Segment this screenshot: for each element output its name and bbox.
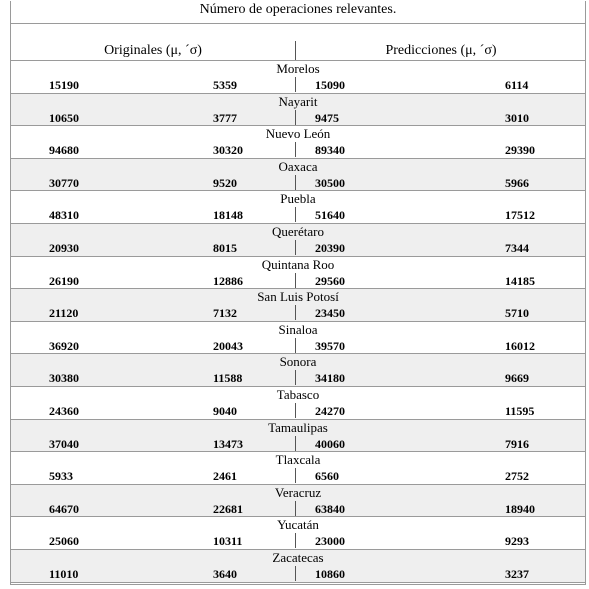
table-row — [11, 61, 585, 94]
state-name: Puebla — [280, 191, 316, 207]
column-divider — [295, 501, 296, 516]
column-divider — [295, 370, 296, 385]
orig-mu-cell: 20930 — [49, 240, 79, 255]
orig-mu-cell: 21120 — [49, 306, 79, 321]
pred-sigma-cell: 29390 — [505, 143, 535, 158]
column-divider — [295, 468, 296, 483]
column-divider — [295, 77, 296, 92]
pred-mu-cell: 89340 — [315, 143, 345, 158]
column-divider — [295, 142, 296, 157]
table-body — [11, 61, 585, 583]
pred-mu-cell: 23450 — [315, 306, 345, 321]
pred-sigma-cell: 17512 — [505, 208, 535, 223]
table-row — [11, 322, 585, 355]
orig-sigma-cell: 3777 — [213, 110, 237, 125]
pred-sigma-cell: 2752 — [505, 469, 529, 484]
pred-mu-cell: 20390 — [315, 240, 345, 255]
orig-sigma-cell: 11588 — [213, 371, 243, 386]
pred-mu-cell: 30500 — [315, 175, 345, 190]
table-row — [11, 289, 585, 322]
state-name: Nayarit — [278, 93, 318, 109]
orig-sigma-cell: 13473 — [213, 436, 243, 451]
orig-mu-cell: 26190 — [49, 273, 79, 288]
pred-sigma-cell: 3237 — [505, 566, 529, 581]
table-row — [11, 550, 585, 583]
state-name: Veracruz — [274, 484, 322, 500]
state-name: Yucatán — [277, 517, 319, 533]
orig-sigma-cell: 8015 — [213, 240, 237, 255]
orig-mu-cell: 94680 — [49, 143, 79, 158]
orig-sigma-cell: 5359 — [213, 78, 237, 92]
column-divider — [295, 240, 296, 255]
state-name: Tlaxcala — [275, 452, 321, 468]
column-divider — [295, 207, 296, 222]
orig-mu-cell: 30770 — [49, 175, 79, 190]
column-divider — [295, 436, 296, 451]
table-row — [11, 420, 585, 453]
pred-sigma-cell: 9293 — [505, 534, 529, 549]
pred-mu-cell: 10860 — [315, 566, 345, 581]
pred-sigma-cell: 11595 — [505, 403, 535, 418]
orig-sigma-cell: 9520 — [213, 175, 237, 190]
orig-sigma-cell: 20043 — [213, 338, 243, 353]
orig-mu-cell: 64670 — [49, 501, 79, 516]
column-divider — [295, 110, 296, 125]
pred-mu-cell: 23000 — [315, 534, 345, 549]
state-name: Nuevo León — [265, 126, 331, 142]
table-row — [11, 191, 585, 224]
column-divider — [295, 273, 296, 288]
state-name: Oaxaca — [278, 158, 318, 174]
table-row — [11, 387, 585, 420]
orig-sigma-cell: 2461 — [213, 469, 237, 484]
orig-sigma-cell: 30320 — [213, 143, 243, 158]
table-row — [11, 517, 585, 550]
orig-mu-cell: 48310 — [49, 208, 79, 223]
orig-sigma-cell: 7132 — [213, 306, 237, 321]
orig-mu-cell: 25060 — [49, 534, 79, 549]
pred-sigma-cell: 5710 — [505, 306, 529, 321]
orig-mu-cell: 36920 — [49, 338, 79, 353]
pred-sigma-cell: 6114 — [505, 78, 529, 92]
pred-sigma-cell: 7344 — [505, 240, 529, 255]
orig-sigma-cell: 9040 — [213, 403, 237, 418]
pred-mu-cell: 39570 — [315, 338, 345, 353]
column-divider — [295, 403, 296, 418]
orig-sigma-cell: 12886 — [213, 273, 243, 288]
orig-mu-cell: 11010 — [49, 566, 79, 581]
column-divider — [295, 338, 296, 353]
state-name: San Luis Potosí — [257, 289, 339, 305]
pred-sigma-cell: 9669 — [505, 371, 529, 386]
column-divider — [295, 566, 296, 581]
header-predicciones: Predicciones (μ, ˊσ) — [385, 43, 497, 58]
orig-sigma-cell: 18148 — [213, 208, 243, 223]
table-title: Número de operaciones relevantes. — [11, 1, 585, 24]
orig-mu-cell: 10650 — [49, 110, 79, 125]
orig-sigma-cell: 10311 — [213, 534, 243, 549]
pred-mu-cell: 63840 — [315, 501, 345, 516]
state-name: Morelos — [276, 61, 320, 76]
table-row — [11, 452, 585, 485]
column-divider — [295, 41, 296, 61]
column-header-row — [11, 23, 585, 61]
state-name: Sinaloa — [278, 321, 318, 337]
pred-mu-cell: 29560 — [315, 273, 345, 288]
pred-mu-cell: 40060 — [315, 436, 345, 451]
table-row — [11, 485, 585, 518]
pred-sigma-cell: 14185 — [505, 273, 535, 288]
column-divider — [295, 533, 296, 548]
pred-mu-cell: 15090 — [315, 78, 345, 92]
state-name: Zacatecas — [272, 549, 324, 565]
pred-mu-cell: 51640 — [315, 208, 345, 223]
column-divider — [295, 175, 296, 190]
state-name: Tabasco — [276, 386, 320, 402]
orig-mu-cell: 30380 — [49, 371, 79, 386]
orig-sigma-cell: 3640 — [213, 566, 237, 581]
table-row — [11, 224, 585, 257]
table-row — [11, 159, 585, 192]
pred-sigma-cell: 16012 — [505, 338, 535, 353]
state-name: Tamaulipas — [268, 419, 328, 435]
pred-mu-cell: 9475 — [315, 110, 339, 125]
state-name: Querétaro — [272, 223, 324, 239]
state-name: Sonora — [279, 354, 317, 370]
state-name: Quintana Roo — [261, 256, 335, 272]
pred-mu-cell: 6560 — [315, 469, 339, 484]
table-row — [11, 126, 585, 159]
pred-sigma-cell: 18940 — [505, 501, 535, 516]
pred-sigma-cell: 7916 — [505, 436, 529, 451]
header-originales: Originales (μ, ˊσ) — [104, 43, 202, 58]
orig-sigma-cell: 22681 — [213, 501, 243, 516]
table-row — [11, 257, 585, 290]
pred-mu-cell: 24270 — [315, 403, 345, 418]
orig-mu-cell: 37040 — [49, 436, 79, 451]
orig-mu-cell: 24360 — [49, 403, 79, 418]
pred-sigma-cell: 3010 — [505, 110, 529, 125]
table-row — [11, 94, 585, 127]
pred-mu-cell: 34180 — [315, 371, 345, 386]
operations-table — [10, 1, 586, 585]
pred-sigma-cell: 5966 — [505, 175, 529, 190]
orig-mu-cell: 15190 — [49, 78, 79, 92]
table-row — [11, 354, 585, 387]
orig-mu-cell: 5933 — [49, 469, 73, 484]
column-divider — [295, 305, 296, 320]
